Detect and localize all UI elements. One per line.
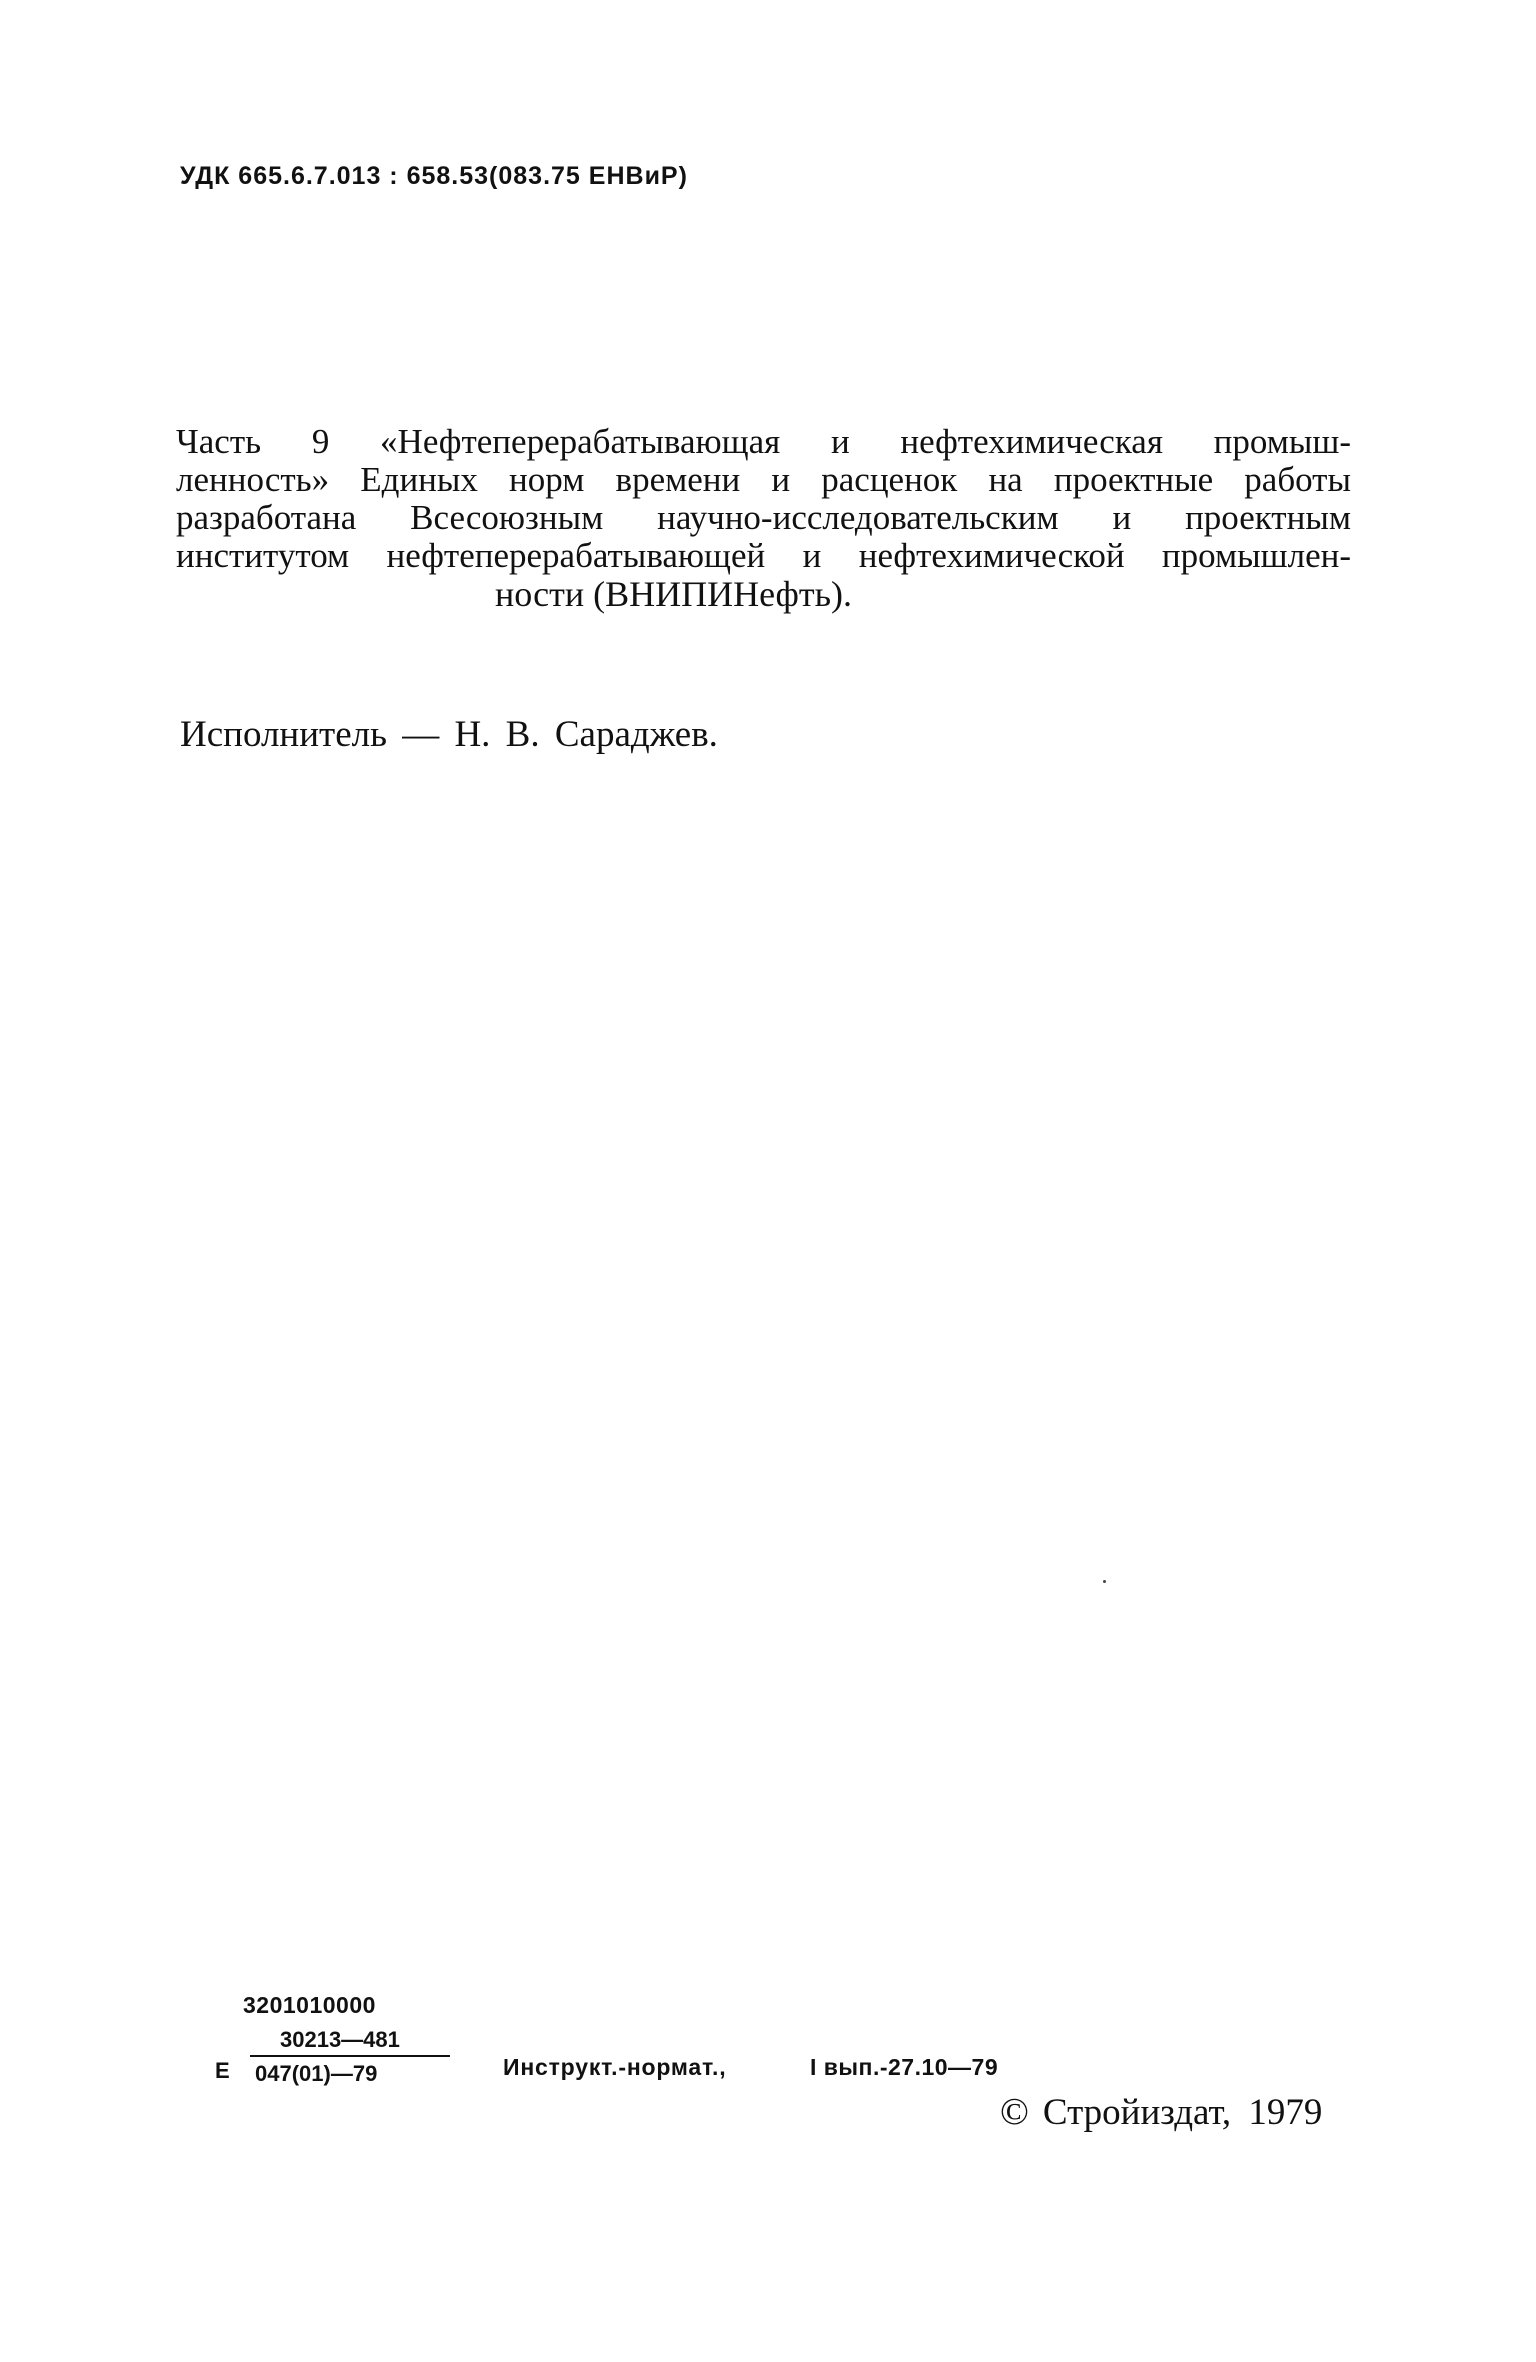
fraction-bar — [250, 2055, 450, 2057]
paragraph-line: ленность» Единых норм времени и расценок на проектные работы — [176, 460, 1351, 499]
paragraph-line: институтом нефтеперерабатывающей и нефтехимической промышлен- — [176, 536, 1351, 575]
copyright-line — [1000, 2090, 1322, 2134]
paragraph-line: Часть 9 «Нефтеперерабатывающая и нефтехимическая промыш- — [176, 422, 1351, 461]
fraction-denominator: 047(01)—79 — [255, 2061, 378, 2086]
fraction-numerator: 30213—481 — [280, 2027, 400, 2052]
udk-classification: УДК 665.6.7.013 : 658.53(083.75 ЕНВиР) — [180, 162, 688, 190]
authorship-paragraph — [176, 423, 1351, 613]
paragraph-line: ности (ВНИПИНефть). — [494, 574, 852, 614]
paragraph-line: разработана Всесоюзным научно-исследовательским и проектным — [176, 498, 1351, 537]
issue-info: I вып.-27.10—79 — [810, 2054, 999, 2080]
index-fraction — [250, 2027, 450, 2087]
index-letter: Е — [215, 2058, 230, 2083]
copyright-text: Стройиздат, 1979 — [1042, 2092, 1323, 2133]
publication-type: Инструкт.-нормат., — [503, 2054, 727, 2080]
executor-line: Исполнитель — Н. В. Сараджев. — [180, 714, 718, 755]
copyright-icon: © — [1000, 2091, 1029, 2133]
catalog-code: 3201010000 — [243, 1992, 376, 2018]
print-speck — [1103, 1580, 1106, 1583]
